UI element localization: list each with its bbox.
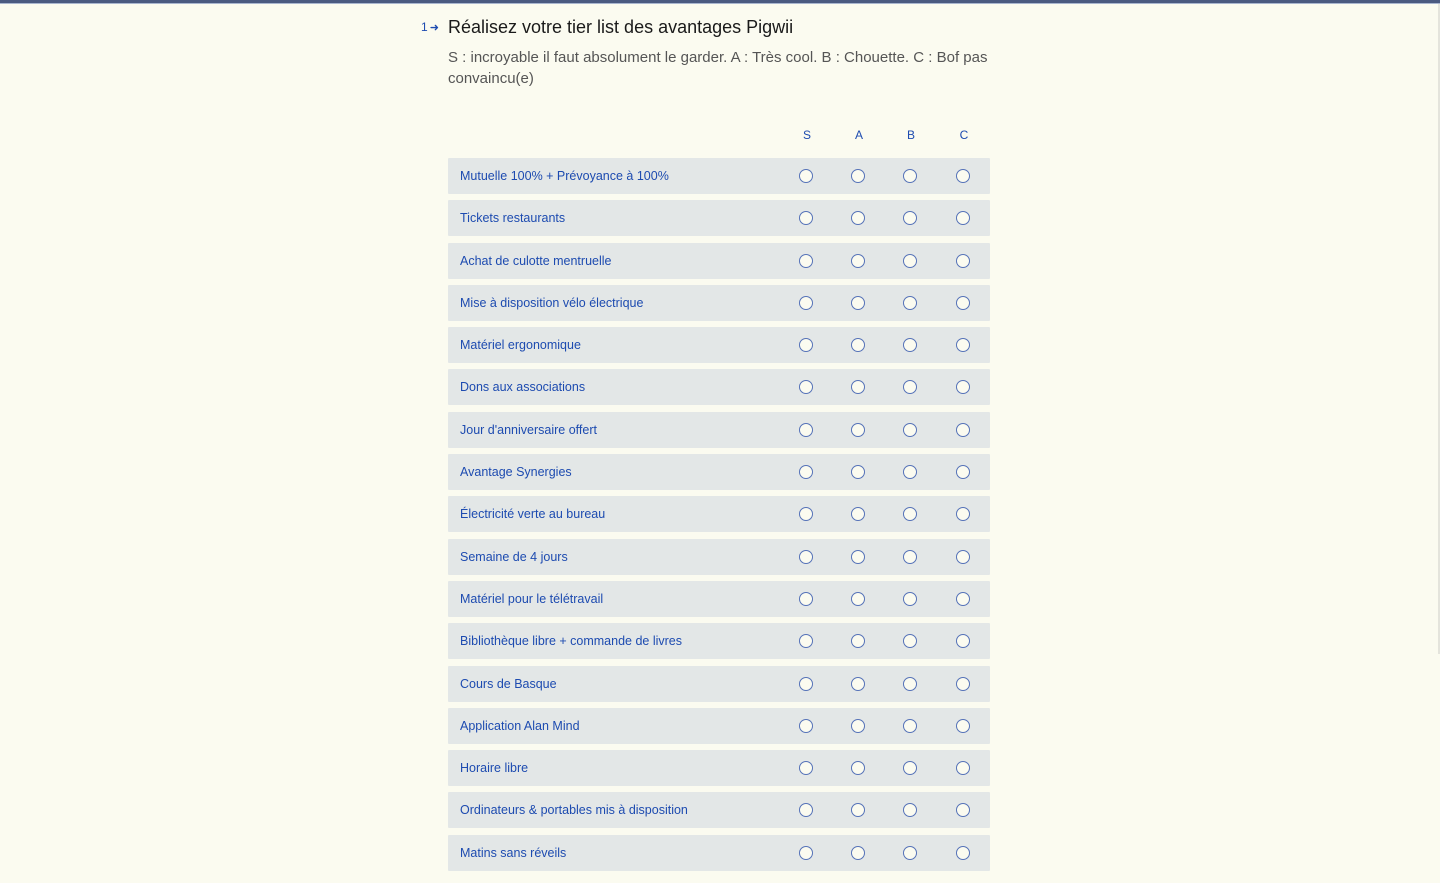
radio-c[interactable] [956, 254, 970, 268]
matrix-row [448, 327, 990, 363]
radio-b[interactable] [903, 592, 917, 606]
row-label: Achat de culotte mentruelle [460, 253, 612, 268]
radio-a[interactable] [851, 211, 865, 225]
row-label: Mutuelle 100% + Prévoyance à 100% [460, 169, 669, 183]
radio-s[interactable] [799, 380, 813, 394]
radio-b[interactable] [903, 507, 917, 521]
row-label: Mise à disposition vélo électrique [460, 295, 644, 310]
radio-c[interactable] [956, 507, 970, 521]
row-label: Jour d'anniversaire offert [460, 422, 597, 437]
radio-b[interactable] [903, 423, 917, 437]
row-label: Tickets restaurants [460, 211, 566, 226]
radio-c[interactable] [956, 465, 970, 479]
radio-c[interactable] [956, 211, 970, 225]
row-label: Dons aux associations [460, 380, 586, 395]
radio-c[interactable] [956, 338, 970, 352]
radio-c[interactable] [956, 296, 970, 310]
row-label: Électricité verte au bureau [460, 507, 606, 522]
radio-s[interactable] [799, 465, 813, 479]
matrix-row [448, 158, 990, 194]
radio-a[interactable] [851, 338, 865, 352]
question-number-text: 1 [421, 20, 428, 34]
row-label: Horaire libre [460, 761, 529, 776]
radio-a[interactable] [851, 465, 865, 479]
matrix-row [448, 412, 990, 448]
radio-s[interactable] [799, 296, 813, 310]
radio-s[interactable] [799, 592, 813, 606]
column-header-a: A [854, 128, 863, 142]
radio-c[interactable] [956, 761, 970, 775]
row-label: Matériel ergonomique [460, 338, 581, 353]
radio-b[interactable] [903, 846, 917, 860]
radio-s[interactable] [799, 803, 813, 817]
column-header-s: S [802, 128, 811, 142]
matrix-row [448, 539, 990, 575]
question-title: Réalisez votre tier list des avantages Pigwii [448, 17, 794, 37]
radio-s[interactable] [799, 719, 813, 733]
row-label: Matins sans réveils [460, 845, 567, 860]
radio-b[interactable] [903, 465, 917, 479]
radio-a[interactable] [851, 296, 865, 310]
radio-a[interactable] [851, 592, 865, 606]
radio-a[interactable] [851, 719, 865, 733]
arrow-right-icon: ➜ [429, 21, 439, 34]
radio-s[interactable] [799, 169, 813, 183]
matrix-row [448, 792, 990, 828]
radio-a[interactable] [851, 803, 865, 817]
row-label: Application Alan Mind [460, 718, 580, 733]
matrix-row [448, 285, 990, 321]
matrix-row [448, 496, 990, 532]
matrix-row [448, 369, 990, 405]
radio-c[interactable] [956, 803, 970, 817]
radio-b[interactable] [903, 719, 917, 733]
row-label: Bibliothèque libre + commande de livres [460, 634, 682, 649]
radio-c[interactable] [956, 423, 970, 437]
radio-c[interactable] [956, 592, 970, 606]
radio-b[interactable] [903, 211, 917, 225]
matrix-row [448, 623, 990, 659]
matrix-row [448, 243, 990, 279]
matrix-row [448, 835, 990, 871]
radio-b[interactable] [903, 761, 917, 775]
radio-s[interactable] [799, 211, 813, 225]
matrix-row [448, 454, 990, 490]
radio-a[interactable] [851, 423, 865, 437]
radio-c[interactable] [956, 634, 970, 648]
radio-b[interactable] [903, 550, 917, 564]
radio-b[interactable] [903, 338, 917, 352]
radio-s[interactable] [799, 338, 813, 352]
radio-a[interactable] [851, 507, 865, 521]
radio-a[interactable] [851, 550, 865, 564]
radio-s[interactable] [799, 634, 813, 648]
radio-c[interactable] [956, 846, 970, 860]
radio-c[interactable] [956, 677, 970, 691]
radio-b[interactable] [903, 634, 917, 648]
radio-a[interactable] [851, 169, 865, 183]
radio-a[interactable] [851, 634, 865, 648]
radio-b[interactable] [903, 169, 917, 183]
radio-c[interactable] [956, 550, 970, 564]
matrix-row [448, 708, 990, 744]
row-label: Semaine de 4 jours [460, 549, 568, 564]
radio-b[interactable] [903, 803, 917, 817]
matrix-row [448, 581, 990, 617]
matrix-row [448, 200, 990, 236]
radio-b[interactable] [903, 296, 917, 310]
row-label: Cours de Basque [460, 676, 557, 691]
radio-a[interactable] [851, 761, 865, 775]
column-header-c: C [959, 128, 969, 142]
radio-s[interactable] [799, 846, 813, 860]
matrix-column-headers [448, 128, 990, 144]
top-progress-bar [0, 0, 1440, 3]
radio-s[interactable] [799, 254, 813, 268]
matrix-row [448, 750, 990, 786]
radio-s[interactable] [799, 761, 813, 775]
radio-a[interactable] [851, 677, 865, 691]
radio-c[interactable] [956, 380, 970, 394]
radio-s[interactable] [799, 423, 813, 437]
matrix-rows [448, 158, 990, 877]
radio-s[interactable] [799, 507, 813, 521]
radio-c[interactable] [956, 719, 970, 733]
radio-b[interactable] [903, 677, 917, 691]
matrix-row [448, 666, 990, 702]
radio-b[interactable] [903, 380, 917, 394]
radio-c[interactable] [956, 169, 970, 183]
radio-b[interactable] [903, 254, 917, 268]
row-label: Avantage Synergies [460, 465, 572, 480]
radio-s[interactable] [799, 677, 813, 691]
radio-a[interactable] [851, 380, 865, 394]
column-header-b: B [906, 128, 915, 142]
row-label: Matériel pour le télétravail [460, 591, 604, 606]
radio-s[interactable] [799, 550, 813, 564]
row-label: Ordinateurs & portables mis à disposition [460, 803, 688, 818]
question-number [421, 20, 439, 34]
radio-a[interactable] [851, 846, 865, 860]
radio-a[interactable] [851, 254, 865, 268]
question-description: S : incroyable il faut absolument le garder. A : Très cool. B : Chouette. C : Bof pas convaincu(e) [448, 49, 988, 87]
